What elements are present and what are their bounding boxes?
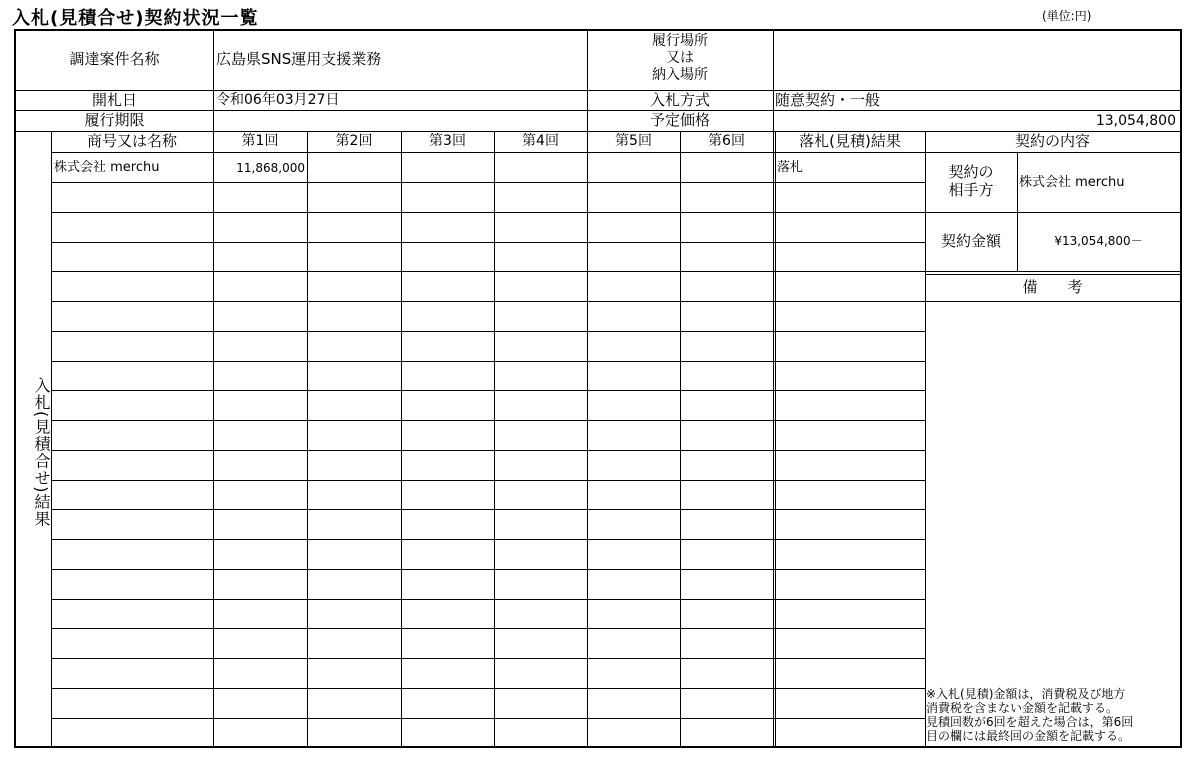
company-column-header: 商号又は名称 [86, 132, 177, 150]
page-title: 入札(見積合せ)契約状況一覧 [12, 8, 259, 29]
grid-line [51, 480, 925, 481]
grid-line [51, 131, 52, 746]
grid-line [51, 509, 925, 510]
note-line: ※入札(見積)金額は，消費税及び地方 [926, 687, 1126, 701]
grid-line [775, 131, 776, 746]
round4-column-header: 第4回 [522, 133, 559, 149]
grid-line [925, 271, 1180, 272]
round6-column-header: 第6回 [708, 133, 745, 149]
contract-status-table [14, 29, 1182, 748]
grid-line [773, 31, 774, 131]
grid-line [51, 688, 925, 689]
round1-column-header: 第1回 [241, 133, 279, 149]
bid-method-value: 随意契約・一般 [775, 91, 881, 109]
grid-line [51, 182, 925, 183]
grid-line [51, 242, 925, 243]
grid-line [401, 131, 402, 746]
grid-line [51, 390, 925, 391]
remarks-note [926, 687, 1176, 743]
note-line: 見積回数が6回を超えた場合は，第6回 [926, 715, 1134, 729]
grid-line [51, 539, 925, 540]
round3-column-header: 第3回 [429, 133, 466, 149]
contract-partner-value: 株式会社 merchu [1019, 175, 1125, 190]
bid-round1: 11,868,000 [236, 161, 305, 175]
grid-line [16, 110, 1180, 111]
grid-line [51, 361, 925, 362]
case-name-value: 広島県SNS運用支援業務 [216, 50, 382, 68]
grid-line [51, 599, 925, 600]
grid-line [925, 212, 1180, 213]
grid-line [494, 131, 495, 746]
bid-company: 株式会社 merchu [54, 160, 160, 175]
grid-line [51, 420, 925, 421]
place-label-line2: 又は [666, 50, 694, 66]
grid-line [51, 301, 925, 302]
contract-partner-label-line1: 契約の [948, 163, 994, 181]
grid-line [307, 131, 308, 746]
grid-line [51, 212, 925, 213]
contract-amount-label: 契約金額 [940, 232, 1001, 250]
grid-line [925, 301, 1180, 302]
grid-line [51, 450, 925, 451]
opening-date-value: 令和06年03月27日 [216, 92, 340, 108]
grid-line [587, 131, 588, 746]
contract-details-header: 契約の内容 [1014, 132, 1090, 150]
place-label-line1: 履行場所 [652, 33, 708, 49]
place-label-line3: 納入場所 [652, 67, 708, 83]
grid-line [925, 274, 1180, 275]
period-label: 履行期限 [84, 111, 145, 129]
grid-line [16, 131, 1180, 132]
grid-line [51, 658, 925, 659]
remarks-header: 備 考 [1022, 278, 1083, 296]
result-column-header: 落札(見積)結果 [799, 132, 901, 150]
case-name-label: 調達案件名称 [69, 50, 160, 68]
estimated-price-value: 13,054,800 [1095, 113, 1176, 129]
note-line: 消費税を含まない金額を記載する。 [926, 701, 1119, 715]
grid-line [925, 131, 926, 746]
bid-results-vertical-label: 入札(見積合せ)結果 [32, 377, 51, 528]
grid-line [51, 331, 925, 332]
grid-line [51, 718, 925, 719]
grid-line [51, 271, 925, 272]
round2-column-header: 第2回 [335, 133, 373, 149]
contract-amount-value: ¥13,054,800－ [1054, 234, 1143, 248]
bid-result: 落札 [777, 160, 804, 175]
grid-line [51, 569, 925, 570]
grid-line [213, 131, 214, 746]
grid-line [1017, 152, 1018, 271]
bid-method-label: 入札方式 [649, 91, 710, 109]
round5-column-header: 第5回 [615, 133, 652, 149]
grid-line [213, 31, 214, 131]
grid-line [773, 131, 774, 746]
grid-line [16, 90, 1180, 91]
opening-date-label: 開札日 [91, 91, 137, 109]
note-line: 目の欄には最終回の金額を記載する。 [926, 729, 1131, 743]
contract-partner-label-line2: 相手方 [948, 181, 994, 199]
grid-line [51, 152, 1180, 153]
grid-line [51, 628, 925, 629]
unit-label: (単位:円) [1042, 9, 1092, 23]
estimated-price-label: 予定価格 [649, 111, 710, 129]
grid-line [680, 131, 681, 746]
